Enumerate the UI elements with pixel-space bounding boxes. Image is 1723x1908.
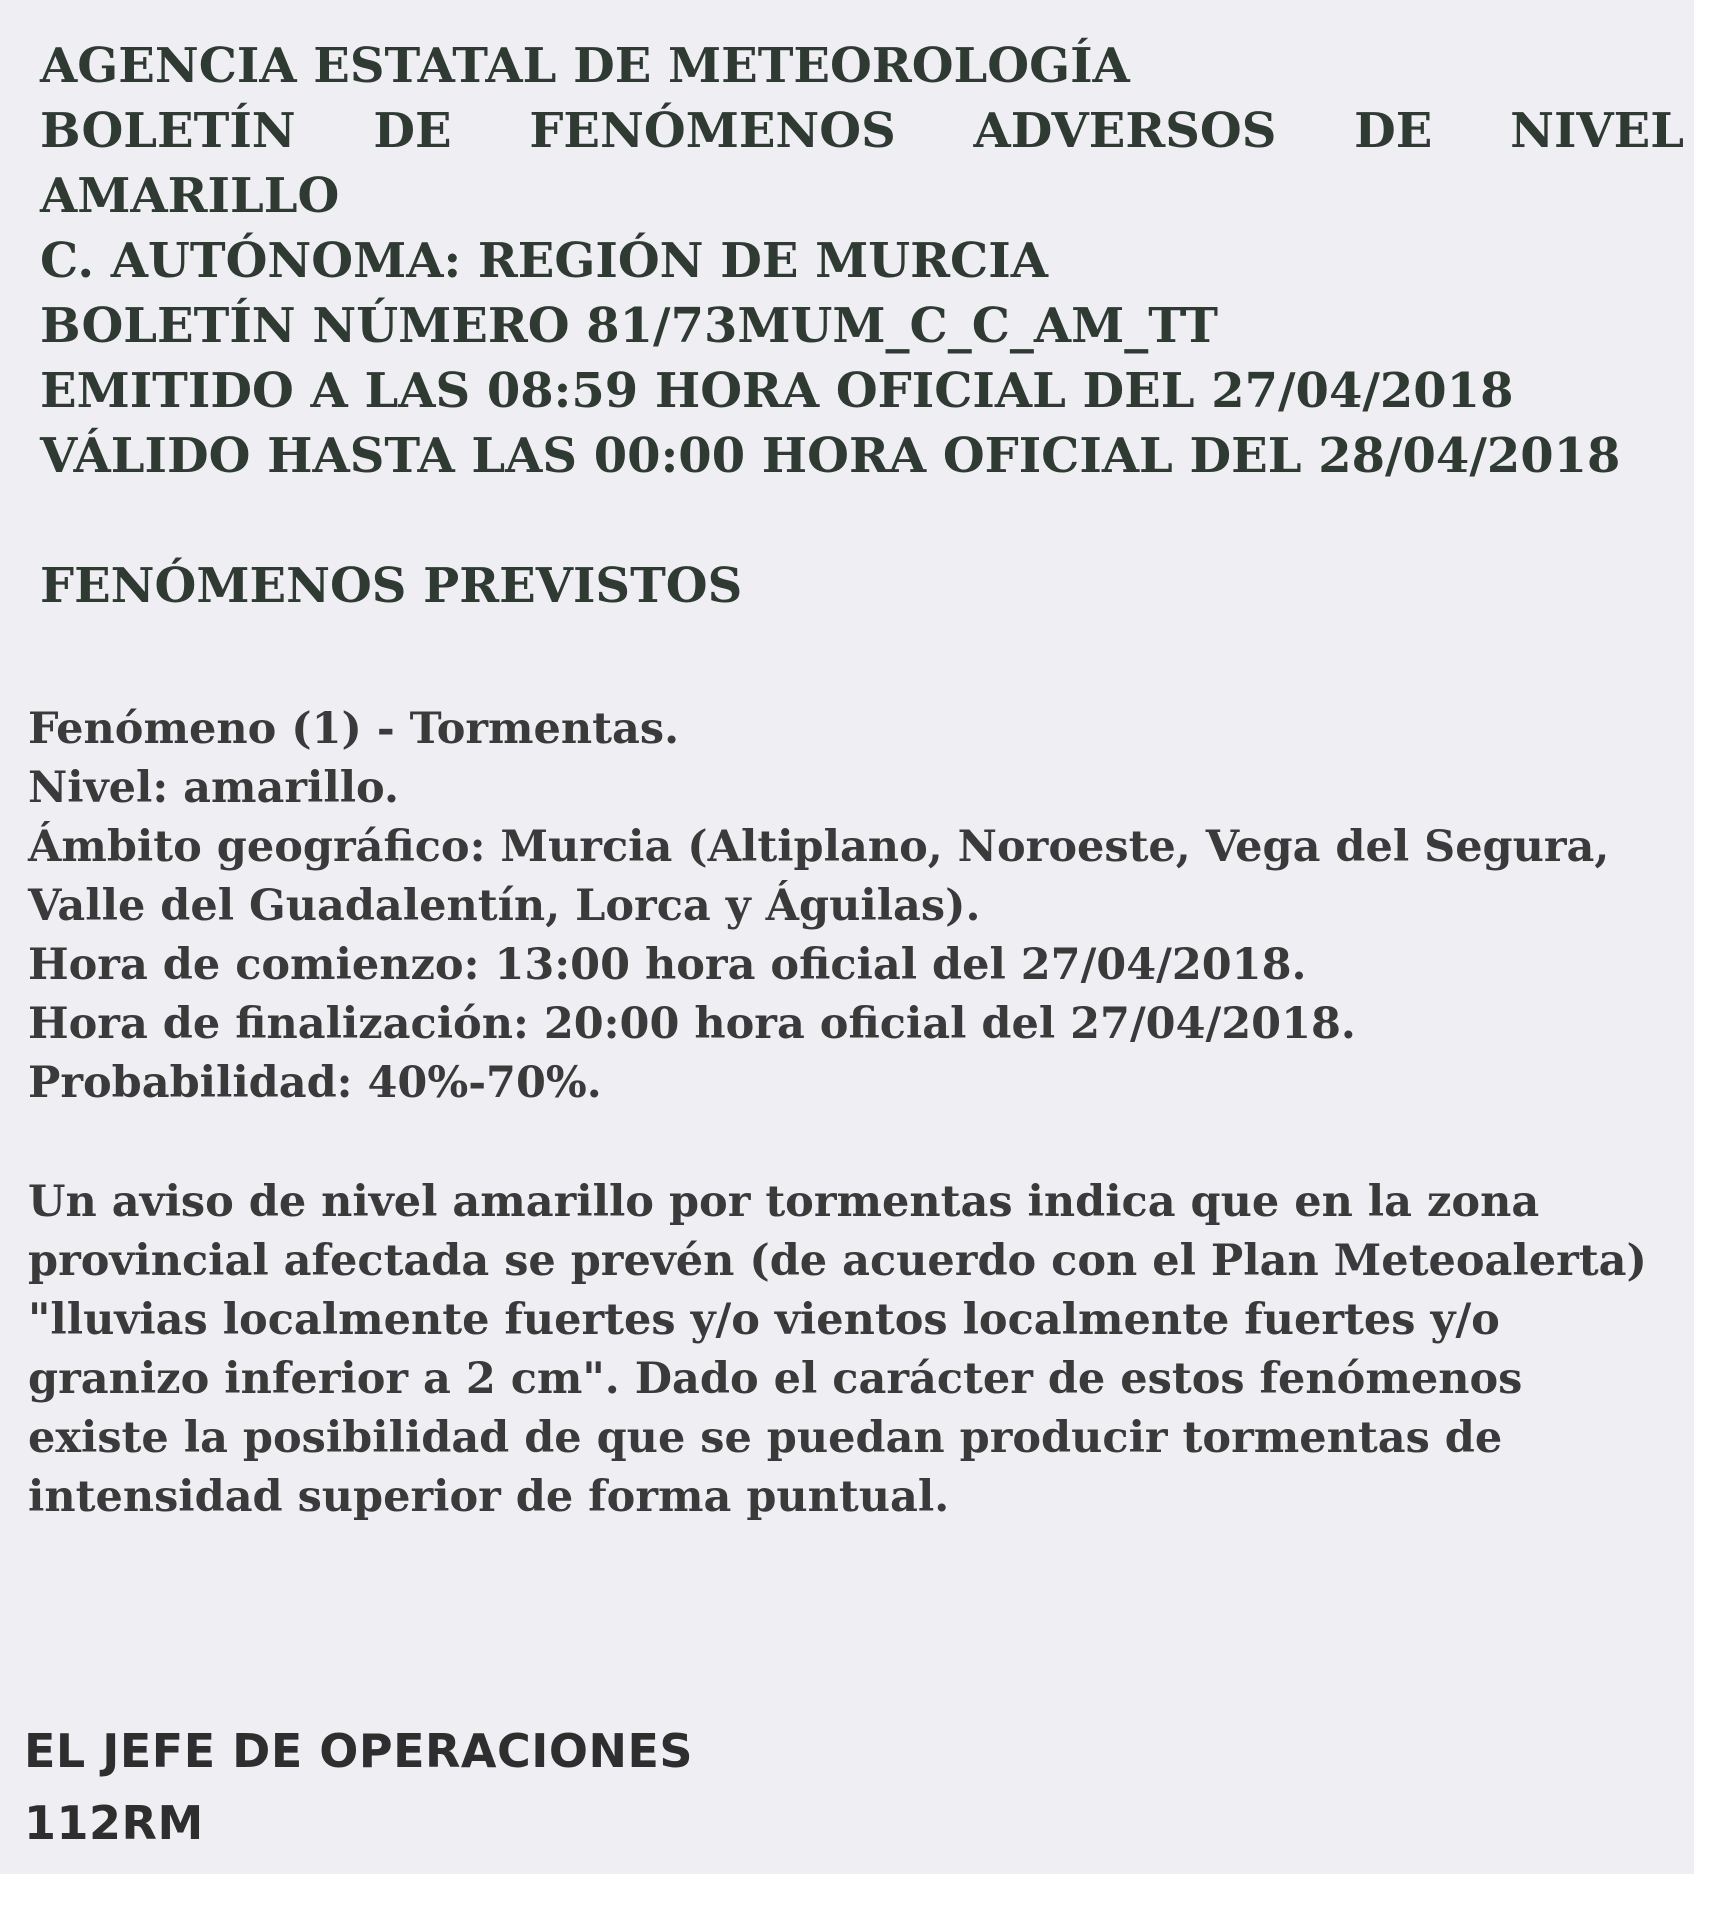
agency-name: AGENCIA ESTATAL DE METEOROLOGÍA bbox=[40, 38, 1130, 94]
geographic-scope-line: Ámbito geográfico: Murcia (Altiplano, Noroeste, Vega del Segura, bbox=[28, 822, 1610, 872]
section-title: FENÓMENOS PREVISTOS bbox=[40, 558, 743, 614]
bulletin-title bbox=[40, 99, 1684, 164]
end-time: Hora de finalización: 20:00 hora oficial del 27/04/2018. bbox=[28, 999, 1356, 1049]
bulletin-number: BOLETÍN NÚMERO 81/73MUM_C_C_AM_TT bbox=[40, 298, 1218, 354]
geographic-scope-line: Valle del Guadalentín, Lorca y Águilas). bbox=[28, 881, 981, 931]
bulletin-title-word: DE bbox=[373, 103, 452, 159]
bulletin-title-word: ADVERSOS bbox=[973, 103, 1277, 159]
explanation-line: intensidad superior de forma puntual. bbox=[28, 1472, 950, 1522]
bulletin-header bbox=[40, 34, 1690, 619]
bulletin-title-word: FENÓMENOS bbox=[529, 103, 896, 159]
explanation-line: "lluvias localmente fuertes y/o vientos localmente fuertes y/o bbox=[28, 1295, 1500, 1345]
region-line: C. AUTÓNOMA: REGIÓN DE MURCIA bbox=[40, 233, 1048, 289]
signer-org: 112RM bbox=[24, 1796, 204, 1850]
probability: Probabilidad: 40%-70%. bbox=[28, 1058, 602, 1108]
bulletin-title-continued: AMARILLO bbox=[40, 168, 340, 224]
phenomenon-level: Nivel: amarillo. bbox=[28, 763, 399, 813]
phenomenon-name: Fenómeno (1) - Tormentas. bbox=[28, 704, 680, 754]
bulletin-title-word: DE bbox=[1354, 103, 1433, 159]
bulletin-body bbox=[28, 700, 1688, 1527]
valid-until: VÁLIDO HASTA LAS 00:00 HORA OFICIAL DEL 28/04/2018 bbox=[40, 428, 1621, 484]
explanation-line: Un aviso de nivel amarillo por tormentas indica que en la zona bbox=[28, 1177, 1540, 1227]
start-time: Hora de comienzo: 13:00 hora oficial del 27/04/2018. bbox=[28, 940, 1307, 990]
explanation-line: provincial afectada se prevén (de acuerdo con el Plan Meteoalerta) bbox=[28, 1236, 1647, 1286]
signer-title: EL JEFE DE OPERACIONES bbox=[24, 1724, 694, 1778]
bulletin-title-word: NIVEL bbox=[1510, 103, 1684, 159]
bulletin-title-word: BOLETÍN bbox=[40, 103, 296, 159]
explanation-line: granizo inferior a 2 cm". Dado el carácter de estos fenómenos bbox=[28, 1354, 1523, 1404]
issued-time: EMITIDO A LAS 08:59 HORA OFICIAL DEL 27/04/2018 bbox=[40, 363, 1514, 419]
explanation-paragraph bbox=[28, 1173, 1688, 1527]
signature-block bbox=[24, 1715, 693, 1859]
explanation-line: existe la posibilidad de que se puedan producir tormentas de bbox=[28, 1413, 1503, 1463]
